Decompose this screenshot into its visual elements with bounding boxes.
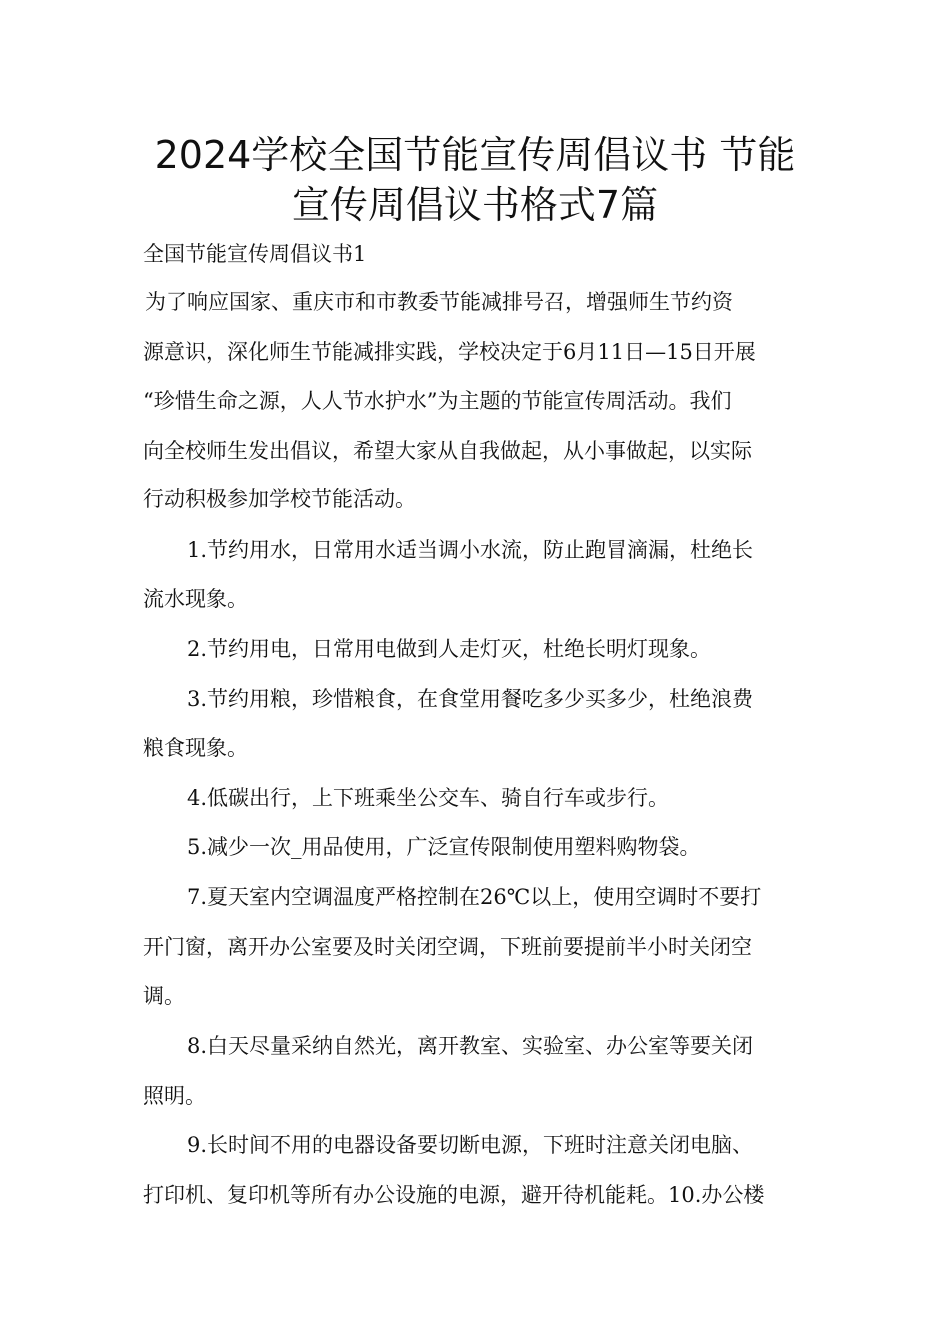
list-item-9-line-1: 9.长时间不用的电器设备要切断电源，下班时注意关闭电脑、 [187,1133,754,1157]
paragraph-line: 为了响应国家、重庆市和市教委节能减排号召，增强师生节约资 [145,290,733,314]
document-title-line-1: 2024学校全国节能宣传周倡议书 节能 [154,133,796,177]
paragraph-line: “珍惜生命之源，人人节水护水”为主题的节能宣传周活动。我们 [143,389,732,413]
list-item-7-line-1: 7.夏天室内空调温度严格控制在26℃以上，使用空调时不要打 [187,885,762,909]
list-item-9-line-2: 打印机、复印机等所有办公设施的电源，避开待机能耗。10.办公楼 [143,1183,765,1207]
document-title-line-2: 宣传周倡议书格式7篇 [291,183,659,227]
list-item-1-line-1: 1.节约用水，日常用水适当调小水流，防止跑冒滴漏，杜绝长 [187,538,754,562]
list-item-3-line-1: 3.节约用粮，珍惜粮食，在食堂用餐吃多少买多少，杜绝浪费 [187,687,754,711]
list-item-7-line-3: 调。 [143,984,185,1008]
subheading: 全国节能宣传周倡议书1 [143,242,367,266]
list-item-4: 4.低碳出行，上下班乘坐公交车、骑自行车或步行。 [187,786,670,810]
list-item-5: 5.减少一次_用品使用，广泛宣传限制使用塑料购物袋。 [187,835,701,859]
list-item-2: 2.节约用电，日常用电做到人走灯灭，杜绝长明灯现象。 [187,637,712,661]
list-item-8-line-2: 照明。 [143,1084,206,1108]
list-item-1-line-2: 流水现象。 [143,587,248,611]
paragraph-line: 源意识，深化师生节能减排实践，学校决定于6月11日—15日开展 [143,340,756,364]
list-item-3-line-2: 粮食现象。 [143,736,248,760]
paragraph-line: 行动积极参加学校节能活动。 [143,487,416,511]
paragraph-line: 向全校师生发出倡议，希望大家从自我做起，从小事做起，以实际 [143,439,752,463]
list-item-8-line-1: 8.白天尽量采纳自然光，离开教室、实验室、办公室等要关闭 [187,1034,754,1058]
list-item-7-line-2: 开门窗，离开办公室要及时关闭空调，下班前要提前半小时关闭空 [143,935,752,959]
